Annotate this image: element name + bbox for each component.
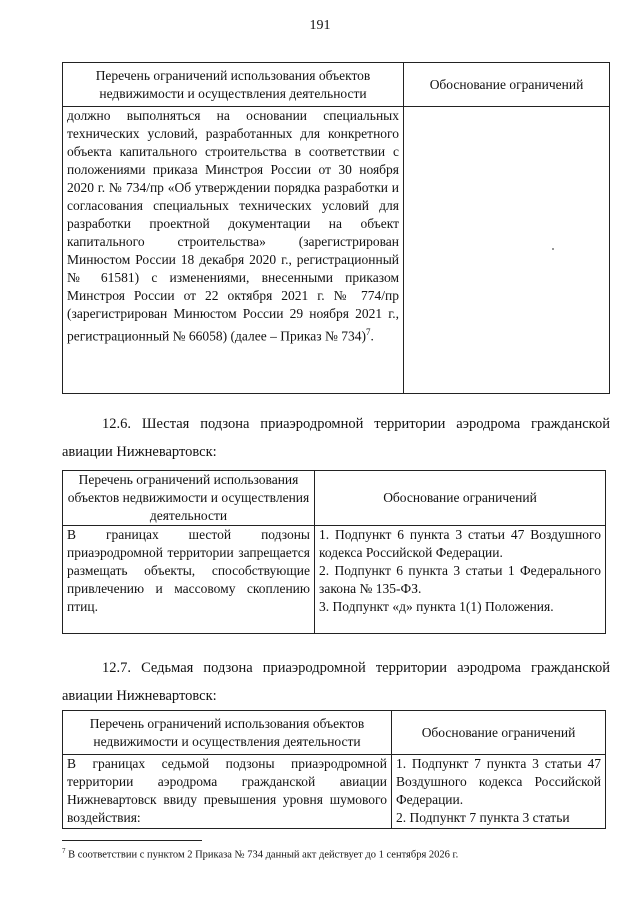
table1-body-end: . [370,328,374,344]
table2-basis-item-1: 1. Подпункт 6 пункта 3 статьи 47 Воздушного кодекса Российской Федерации. [319,527,601,560]
restrictions-table-continued [62,62,610,394]
table2-body-right [315,526,606,634]
table3-body-left: В границах седьмой подзоны приаэродромной территории аэродрома гражданской авиации Нижневартовск ввиду превышения уровня шумового воздействия: [63,755,392,829]
restrictions-table-subzone-7 [62,710,606,829]
table3-basis-item-1: 1. Подпункт 7 пункта 3 статьи 47 Воздушного кодекса Российской Федерации. [396,756,601,807]
table3-header-left: Перечень ограничений использования объектов недвижимости и осуществления деятельности [63,711,392,755]
table1-header-right: Обоснование ограничений [404,63,610,107]
table3-body-right [392,755,606,829]
table2-basis-item-3: 3. Подпункт «д» пункта 1(1) Положения. [319,599,554,614]
footnote-marker: 7 [62,847,66,855]
table2-header-left: Перечень ограничений использования объектов недвижимости и осуществления деятельности [63,471,315,526]
page-number: 191 [309,18,331,33]
footnote-ref: 7 [365,327,371,337]
section-12-7-heading: 12.7. Седьмая подзона приаэродромной территории аэродрома гражданской авиации Нижневартовск: [62,660,610,704]
footnote-text: В соответствии с пунктом 2 Приказа № 734 данный акт действует до 1 сентября 2026 г. [65,849,459,861]
table2-body-left: В границах шестой подзоны приаэродромной территории запрещается размещать объекты, способствующие привлечению и массовому скоплению птиц. [63,526,315,634]
table3-basis-item-2: 2. Подпункт 7 пункта 3 статьи [396,810,570,825]
restrictions-table-subzone-6 [62,470,606,634]
footnote [62,847,458,861]
footnote-separator [62,840,202,841]
table2-header-right: Обоснование ограничений [315,471,606,526]
table2-basis-item-2: 2. Подпункт 6 пункта 3 статьи 1 Федерального закона № 135-ФЗ. [319,563,601,596]
section-12-6-heading: 12.6. Шестая подзона приаэродромной территории аэродрома гражданской авиации Нижневартовск: [62,416,610,460]
table1-body-text: должно выполняться на основании специальных технических условий, разработанных для конкретного объекта капитального строительства в соответствии с положениями приказа Минстроя России от 30 ноября 2020 г. № 734/пр «Об утверждении порядка разработки и согласования специальных технических условий для разработки проектной документации на объект капитального строительства» (зарегистрирован Минюстом России 18 декабря 2020 г., регистрационный № 61581) с изменениями, внесенными приказом Минстроя России от 22 октября 2021 г. № 774/пр (зарегистрирован Минюстом России 29 ноября 2021 г., регистрационный № 66058) (далее – Приказ № 734) [67,108,399,344]
table1-body-right [404,107,610,394]
table3-header-right: Обоснование ограничений [392,711,606,755]
scan-speck [552,248,554,250]
table1-header-left: Перечень ограничений использования объектов недвижимости и осуществления деятельности [63,63,404,107]
table1-body-left [63,107,404,394]
